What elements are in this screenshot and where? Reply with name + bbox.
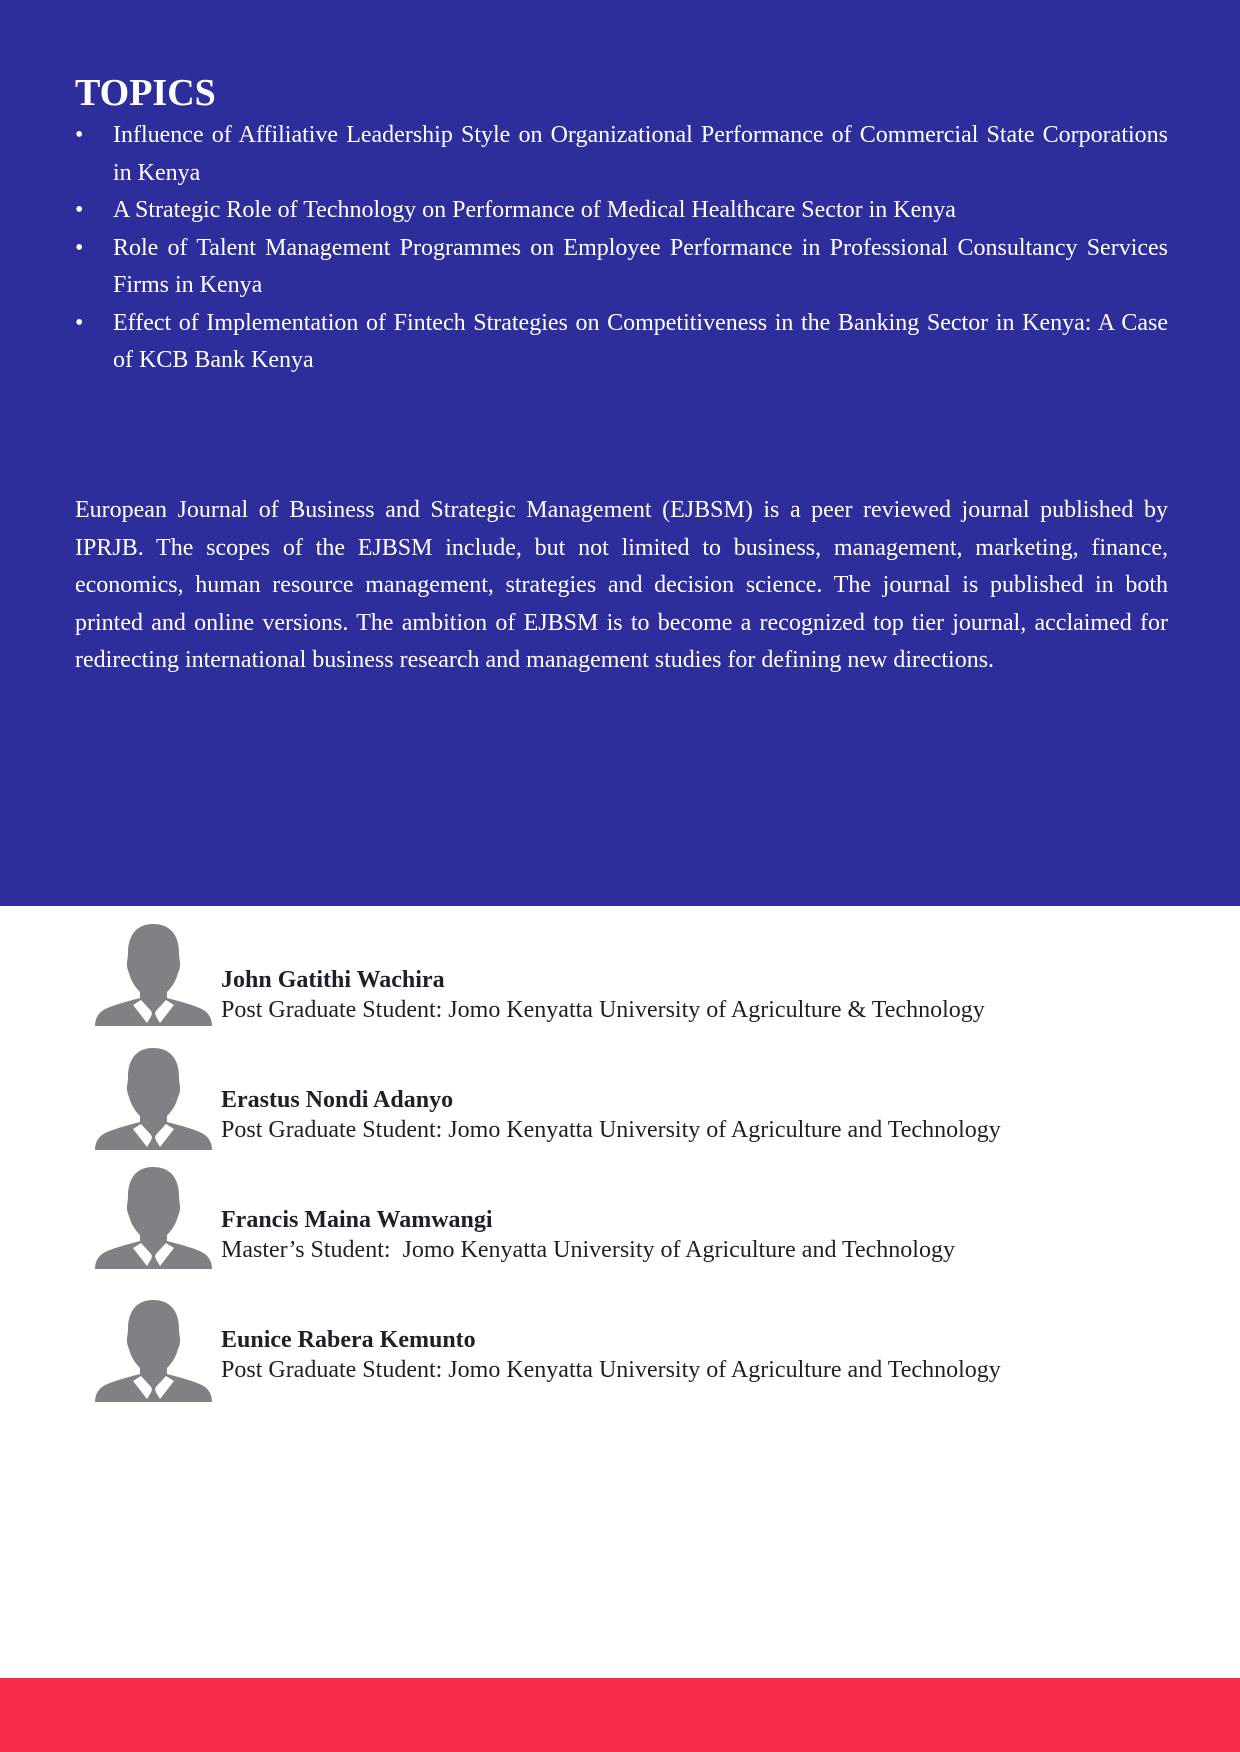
topic-text: Role of Talent Management Programmes on Employee Performance in Professional Consultancy Services Firms in Kenya	[113, 234, 1168, 298]
bullet-icon: •	[75, 234, 84, 261]
bullet-icon: •	[75, 197, 84, 223]
author-affiliation: Post Graduate Student: Jomo Kenyatta University of Agriculture and Technology	[221, 1357, 1001, 1383]
author-name: Francis Maina Wamwangi	[221, 1207, 493, 1233]
topic-item	[75, 117, 1168, 192]
topics-heading: TOPICS	[75, 72, 216, 114]
author-name: John Gatithi Wachira	[221, 967, 445, 993]
journal-description: European Journal of Business and Strategic Management (EJBSM) is a peer reviewed journal published by IPRJB. The scopes of the EJBSM include, but not limited to business, management, marketing, finance, economics, human resource management, strategies and decision science. The journal is published in both printed and online versions. The ambition of EJBSM is to become a recognized top tier journal, acclaimed for redirecting international business research and management studies for defining new directions.	[75, 497, 1168, 673]
author-affiliation: Post Graduate Student: Jomo Kenyatta University of Agriculture and Technology	[221, 1117, 1001, 1143]
topic-item	[75, 305, 1168, 380]
topics-list	[75, 117, 1168, 380]
author-affiliation: Master’s Student: Jomo Kenyatta University of Agriculture and Technology	[221, 1237, 955, 1263]
author-name: Eunice Rabera Kemunto	[221, 1327, 476, 1353]
person-silhouette-icon	[95, 1045, 212, 1150]
author-name: Erastus Nondi Adanyo	[221, 1087, 454, 1113]
author-card	[95, 1164, 1195, 1269]
topic-text: Influence of Affiliative Leadership Style on Organizational Performance of Commercial State Corporations in Kenya	[113, 122, 1168, 186]
person-silhouette-icon	[95, 921, 212, 1026]
author-card	[95, 1045, 1195, 1150]
topic-text: A Strategic Role of Technology on Performance of Medical Healthcare Sector in Kenya	[113, 197, 956, 223]
topic-item	[75, 230, 1168, 305]
author-affiliation: Post Graduate Student: Jomo Kenyatta University of Agriculture & Technology	[221, 997, 985, 1023]
author-card	[95, 1297, 1195, 1402]
bullet-icon: •	[75, 122, 84, 148]
person-silhouette-icon	[95, 1297, 212, 1402]
bullet-icon: •	[75, 309, 84, 336]
topic-item	[75, 192, 1168, 230]
author-card	[95, 921, 1195, 1026]
person-silhouette-icon	[95, 1164, 212, 1269]
topic-text: Effect of Implementation of Fintech Strategies on Competitiveness in the Banking Sector in Kenya: A Case of KCB Bank Kenya	[113, 309, 1168, 373]
footer-bar	[0, 1678, 1240, 1752]
